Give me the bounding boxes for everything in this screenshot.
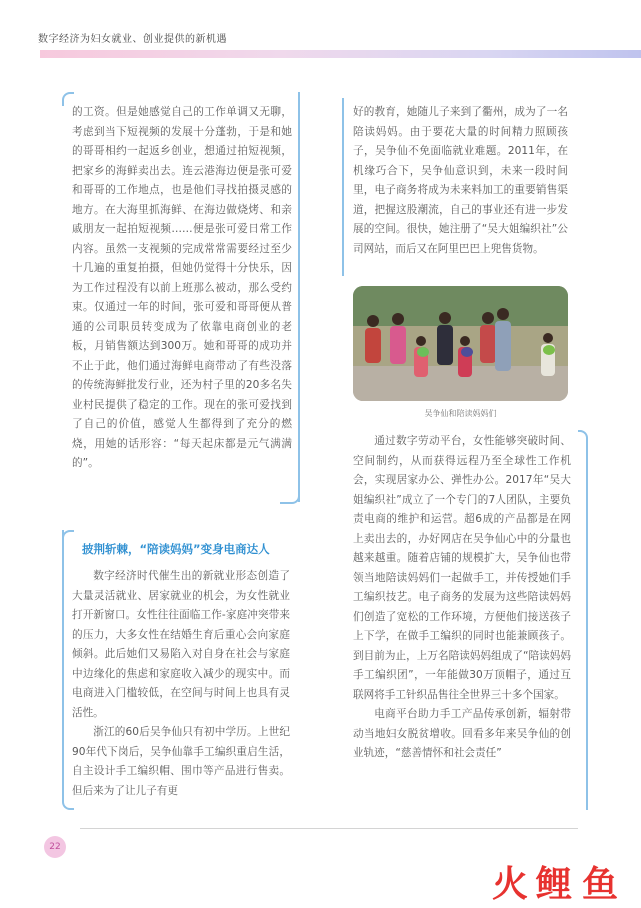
footer-divider — [80, 828, 578, 829]
left-column-top — [72, 103, 292, 474]
page-header — [0, 0, 641, 60]
watermark-logo — [488, 858, 638, 904]
left-column-bottom — [72, 567, 290, 801]
right-paragraph-2: 通过数字劳动平台，女性能够突破时间、空间制约，从而获得远程乃至全球性工作机会，实现居家办公、弹性办公。2017年“吴大姐编织社”成立了一个专门的7人团队，主要负责电商的维护和运营。超6成的产品都是在网上卖出去的，办好网店在吴争仙心中的分量也越来越重。随着店铺的规模扩大，吴争仙也带领当地陪读妈妈们一起做手工，并传授她们手工编织技艺。电子商务的发展为这些陪读妈妈们创造了宽松的工作环境，方便他们接送孩子上下学，在做手工编织的同时也能兼顾孩子。到目前为止，上万名陪读妈妈组成了“陪读妈妈手工编织团”，一年能做30万顶帽子，通过互联网将手工针织品售往全世界三十多个国家。 — [353, 435, 571, 701]
photo-caption: 吴争仙和陪读妈妈们 — [424, 409, 497, 418]
section-title: 披荆斩棘，“陪读妈妈”变身电商达人 — [82, 542, 270, 556]
left-column-bracket-corner — [280, 492, 300, 504]
svg-text:鲤: 鲤 — [536, 864, 573, 904]
svg-text:火: 火 — [492, 864, 529, 904]
right-column-bottom — [353, 432, 571, 764]
fish-logo-icon — [488, 858, 638, 904]
right-column-bracket-side — [578, 438, 588, 810]
right-column-top — [353, 103, 568, 259]
header-gradient-bar — [40, 50, 641, 58]
right-column-bracket-top — [342, 98, 352, 276]
right-paragraph-3: 电商平台助力手工产品传承创新，辐射带动当地妇女脱贫增收。回看多年来吴争仙的创业轨迹，“慈善情怀和社会责任” — [353, 708, 571, 759]
right-paragraph-1: 好的教育，她随儿子来到了衢州，成为了一名陪读妈妈。由于要花大量的时间精力照顾孩子，吴争仙不免面临就业难题。2011年，在机缘巧合下，吴争仙意识到，未来一段时间里，电子商务将成为未来料加工的重要销售渠道，把握这股潮流，自己的事业还有进一步发展的空间。很快，她注册了“吴大姐编织社”公司网站，而后又在阿里巴巴上兜售货物。 — [353, 106, 568, 255]
header-title: 数字经济为妇女就业、创业提供的新机遇 — [38, 34, 227, 45]
left-paragraph-3: 浙江的60后吴争仙只有初中学历。上世纪90年代下岗后，吴争仙靠手工编织重启生活，自主设计手工编织帽、围巾等产品进行售卖。但后来为了让儿子有更 — [72, 726, 290, 797]
left-paragraph-1: 的工资。但是她感觉自己的工作单调又无聊，考虑到当下短视频的发展十分蓬勃，于是和她的哥哥相约一起返乡创业，想通过拍短视频，把家乡的海鲜卖出去。连云港海边便是张可爱和哥哥的工作地点，也是他们寻找拍摄灵感的地方。在大海里抓海鲜、在海边做烧烤、和亲戚朋友一起拍短视频……便是张可爱日常工作内容。虽然一支视频的完成常常需要经过至少十几遍的重复拍摄，但她仍觉得十分快乐，因为工作过程没有以前上班那么被动，那么受约束。仅通过一年的时间，张可爱和哥哥便从普通的公司职员转变成为了依靠电商创业的老板，月销售额达到300万。她和哥哥的成功并不止于此，他们通过海鲜电商带动了有些没落的传统海鲜批发行业，还为村子里的20多名失业村民提供了稳定的工作。现在的张可爱找到了自己的价值，感觉人生都得到了充分的燃烧，用她的话形容：“每天起床都是元气满满的”。 — [72, 106, 292, 469]
group-photo — [353, 286, 568, 401]
page-number: 22 — [44, 836, 66, 858]
svg-text:鱼: 鱼 — [582, 864, 619, 904]
group-photo-illustration — [353, 286, 568, 401]
left-paragraph-2: 数字经济时代催生出的新就业形态创造了大量灵活就业、居家就业的机会，为女性就业打开新窗口。女性往往面临工作-家庭冲突带来的压力，大多女性在结婚生育后重心会向家庭倾斜。此后她们又易陷入对自身在社会与家庭中边缘化的焦虑和家庭收入减少的现实中。而电商进入门槛较低，在空间与时间上也具有灵活性。 — [72, 570, 290, 719]
